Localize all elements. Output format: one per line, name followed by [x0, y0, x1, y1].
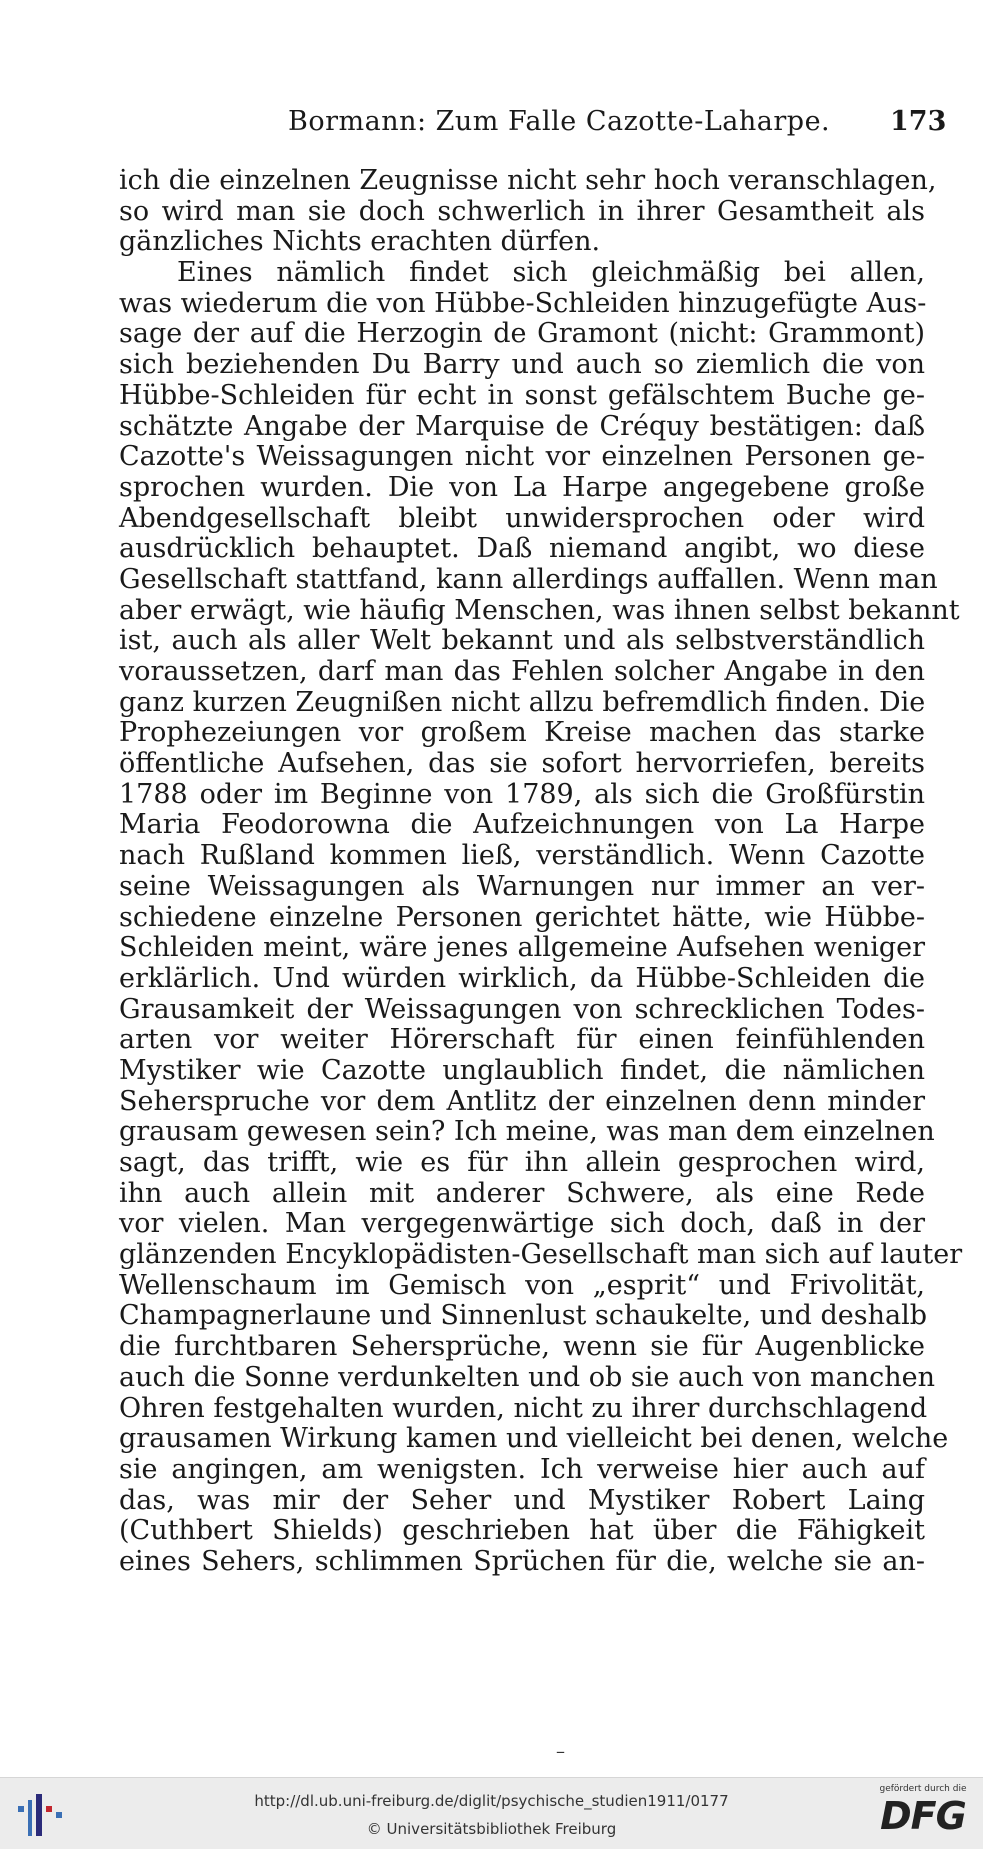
text-line: Champagnerlaune und Sinnenlust schaukelte, und deshalb	[119, 1300, 927, 1332]
text-line: was wiederum die von Hübbe-Schleiden hinzugefügte Aus-	[119, 287, 927, 319]
text-line: vor vielen. Man vergegenwärtige sich doch, daß in der	[119, 1208, 925, 1240]
text-line: Ohren festgehalten wurden, nicht zu ihrer durchschlagend	[119, 1392, 928, 1424]
body-text	[119, 165, 963, 1578]
text-line: das, was mir der Seher und Mystiker Robert Laing	[119, 1484, 925, 1516]
text-line: ausdrücklich behauptet. Daß niemand angibt, wo diese	[119, 533, 925, 565]
text-line: die furchtbaren Sehersprüche, wenn sie für Augenblicke	[119, 1331, 925, 1363]
text-line: Maria Feodorowna die Aufzeichnungen von La Harpe	[119, 809, 925, 841]
text-line: ganz kurzen Zeugnißen nicht allzu befremdlich finden. Die	[119, 686, 926, 718]
text-line: Gesellschaft stattfand, kann allerdings auffallen. Wenn man	[119, 563, 938, 595]
text-line: seine Weissagungen als Warnungen nur immer an ver-	[119, 870, 925, 902]
text-line: Abendgesellschaft bleibt unwidersprochen oder wird	[119, 502, 925, 534]
dfg-caption: gefördert durch die	[879, 1784, 967, 1794]
text-line: voraussetzen, darf man das Fehlen solcher Angabe in den	[119, 656, 925, 687]
copyright-notice: © Universitätsbibliothek Freiburg	[366, 1820, 617, 1838]
text-line: 1788 oder im Beginne von 1789, als sich die Großfürstin	[119, 778, 925, 810]
text-line: arten vor weiter Hörerschaft für einen feinfühlenden	[119, 1024, 925, 1056]
text-line: sprochen wurden. Die von La Harpe angegebene große	[119, 471, 925, 503]
text-line: Mystiker wie Cazotte unglaublich findet, die nämlichen	[119, 1054, 925, 1086]
text-line: sie angingen, am wenigsten. Ich verweise hier auch auf	[119, 1453, 925, 1485]
text-line: glänzenden Encyklopädisten-Gesellschaft man sich auf lauter	[119, 1239, 963, 1271]
dfg-funding-logo[interactable]	[875, 1784, 971, 1844]
viewer-footer	[0, 1777, 983, 1849]
page-number: 173	[890, 106, 947, 137]
dfg-logo-icon: DFG	[880, 1794, 966, 1838]
text-line: auch die Sonne verdunkelten und ob sie auch von manchen	[119, 1361, 935, 1393]
text-line: sagt, das trifft, wie es für ihn allein gesprochen wird,	[119, 1147, 925, 1178]
text-line: Wellenschaum im Gemisch von „esprit“ und Frivolität,	[119, 1269, 925, 1301]
text-line: (Cuthbert Shields) geschrieben hat über die Fähigkeit	[119, 1515, 925, 1547]
text-line: Prophezeiungen vor großem Kreise machen das starke	[119, 717, 925, 749]
running-title: Bormann: Zum Falle Cazotte-Laharpe.	[288, 106, 831, 137]
text-line: grausamen Wirkung kamen und vielleicht bei denen, welche	[119, 1423, 949, 1455]
page-header	[0, 106, 983, 146]
text-line: schätzte Angabe der Marquise de Créquy bestätigen: daß	[119, 410, 925, 442]
text-line: nach Rußland kommen ließ, verständlich. Wenn Cazotte	[119, 840, 925, 872]
document-url[interactable]: http://dl.ub.uni-freiburg.de/diglit/psychische_studien1911/0177	[254, 1792, 729, 1810]
page-mark: –	[556, 1741, 565, 1762]
text-line: Schleiden meint, wäre jenes allgemeine Aufsehen weniger	[119, 932, 925, 964]
text-line: aber erwägt, wie häufig Menschen, was ihnen selbst bekannt	[119, 594, 960, 626]
text-line: ist, auch als aller Welt bekannt und als selbstverständlich	[119, 625, 925, 657]
text-line: grausam gewesen sein? Ich meine, was man dem einzelnen	[119, 1116, 935, 1148]
text-line: sage der auf die Herzogin de Gramont (nicht: Grammont)	[119, 318, 925, 350]
text-line: Seherspruche vor dem Antlitz der einzelnen denn minder	[119, 1085, 925, 1117]
text-line: eines Sehers, schlimmen Sprüchen für die, welche sie an-	[119, 1545, 925, 1577]
text-line: Cazotte's Weissagungen nicht vor einzelnen Personen ge-	[119, 441, 925, 473]
text-line: erklärlich. Und würden wirklich, da Hübbe-Schleiden die	[119, 962, 925, 994]
text-line: sich beziehenden Du Barry und auch so ziemlich die von	[119, 349, 925, 381]
text-line: Grausamkeit der Weissagungen von schrecklichen Todes-	[119, 993, 925, 1025]
text-line: schiedene einzelne Personen gerichtet hätte, wie Hübbe-	[119, 901, 925, 933]
text-line: ich die einzelnen Zeugnisse nicht sehr hoch veranschlagen,	[119, 165, 937, 196]
text-line: öffentliche Aufsehen, das sie sofort hervorriefen, bereits	[119, 748, 925, 780]
text-line: Eines nämlich findet sich gleichmäßig bei allen,	[177, 257, 925, 289]
text-line: so wird man sie doch schwerlich in ihrer Gesamtheit als	[119, 195, 925, 227]
text-line: gänzliches Nichts erachten dürfen.	[119, 226, 601, 258]
text-line: ihn auch allein mit anderer Schwere, als eine Rede	[119, 1177, 925, 1209]
text-line: Hübbe-Schleiden für echt in sonst gefälschtem Buche ge-	[119, 379, 925, 411]
